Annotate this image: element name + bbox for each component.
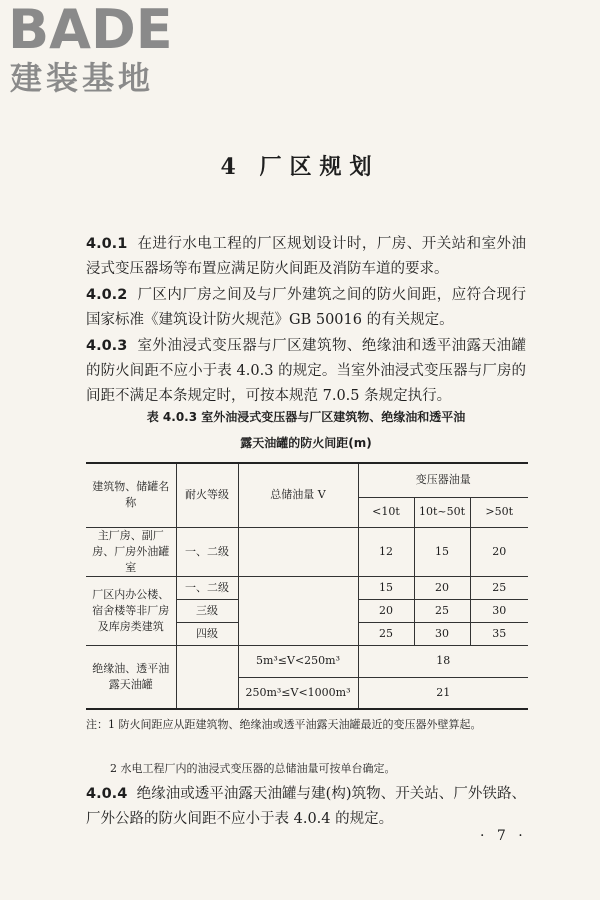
header-lt10: <10t bbox=[358, 497, 414, 527]
cell-total: 5m³≤V<250m³ bbox=[238, 645, 358, 677]
row-office-buildings: 厂区内办公楼、宿舍楼等非厂房及库房类建筑 bbox=[86, 576, 176, 645]
clause-4-0-2 bbox=[86, 283, 526, 333]
header-building-name: 建筑物、储罐名称 bbox=[86, 463, 176, 527]
cell-grade: 一、二级 bbox=[176, 527, 238, 576]
cell-grade: 三级 bbox=[176, 599, 238, 622]
cell-value: 20 bbox=[358, 599, 414, 622]
clause-4-0-4 bbox=[86, 782, 526, 832]
cell-value: 21 bbox=[358, 677, 528, 709]
note-1: 注：1 防火间距应从距建筑物、绝缘油或透平油露天油罐最近的变压器外壁算起。 bbox=[86, 718, 482, 731]
cell-value: 15 bbox=[414, 527, 470, 576]
page-number: · 7 · bbox=[480, 828, 527, 844]
cell-value: 18 bbox=[358, 645, 528, 677]
clause-text: 厂区内厂房之间及与厂外建筑之间的防火间距，应符合现行国家标准《建筑设计防火规范》GB 50016 的有关规定。 bbox=[86, 287, 527, 328]
cell-value: 30 bbox=[414, 622, 470, 645]
brand-logo: BADE bbox=[8, 0, 173, 61]
cell-value: 25 bbox=[470, 576, 528, 599]
cell-grade: 一、二级 bbox=[176, 576, 238, 599]
clause-number: 4.0.1 bbox=[86, 236, 128, 252]
cell-value: 20 bbox=[470, 527, 528, 576]
fire-distance-table bbox=[86, 462, 528, 710]
brand-subtitle: 建装基地 bbox=[10, 59, 155, 97]
header-total-oil: 总储油量 V bbox=[238, 463, 358, 527]
header-gt50: >50t bbox=[470, 497, 528, 527]
clause-4-0-1 bbox=[86, 232, 526, 282]
header-fire-grade: 耐火等级 bbox=[176, 463, 238, 527]
clause-text: 绝缘油或透平油露天油罐与建(构)筑物、开关站、厂外铁路、厂外公路的防火间距不应小于表 4.0.4 的规定。 bbox=[86, 786, 527, 827]
table-caption-line2: 露天油罐的防火间距(m) bbox=[240, 436, 372, 450]
cell-total: 250m³≤V<1000m³ bbox=[238, 677, 358, 709]
cell-grade bbox=[176, 645, 238, 709]
clause-text: 在进行水电工程的厂区规划设计时，厂房、开关站和室外油浸式变压器场等布置应满足防火间距及消防车道的要求。 bbox=[86, 236, 527, 277]
cell-value: 15 bbox=[358, 576, 414, 599]
header-transformer-oil: 变压器油量 bbox=[358, 463, 528, 497]
note-2: 2 水电工程厂内的油浸式变压器的总储油量可按单台确定。 bbox=[110, 762, 396, 775]
clause-text: 室外油浸式变压器与厂区建筑物、绝缘油和透平油露天油罐的防火间距不应小于表 4.0.3 的规定。当室外油浸式变压器与厂房的间距不满足本条规定时，可按本规范 7.0.5 条规定执行。 bbox=[86, 338, 527, 404]
cell-grade: 四级 bbox=[176, 622, 238, 645]
cell-value: 25 bbox=[358, 622, 414, 645]
header-10-50: 10t~50t bbox=[414, 497, 470, 527]
row-oil-tanks: 绝缘油、透平油露天油罐 bbox=[86, 645, 176, 709]
row-main-building: 主厂房、副厂房、厂房外油罐室 bbox=[86, 527, 176, 576]
cell-value: 12 bbox=[358, 527, 414, 576]
clause-4-0-3 bbox=[86, 334, 526, 409]
chapter-title: 4 厂区规划 bbox=[220, 154, 380, 180]
cell-total bbox=[238, 576, 358, 645]
cell-value: 20 bbox=[414, 576, 470, 599]
table-caption-line1: 表 4.0.3 室外油浸式变压器与厂区建筑物、绝缘油和透平油 bbox=[146, 410, 466, 424]
clause-number: 4.0.3 bbox=[86, 338, 128, 354]
cell-value: 30 bbox=[470, 599, 528, 622]
cell-value: 25 bbox=[414, 599, 470, 622]
cell-total bbox=[238, 527, 358, 576]
clause-number: 4.0.2 bbox=[86, 287, 128, 303]
clause-number: 4.0.4 bbox=[86, 786, 128, 802]
cell-value: 35 bbox=[470, 622, 528, 645]
